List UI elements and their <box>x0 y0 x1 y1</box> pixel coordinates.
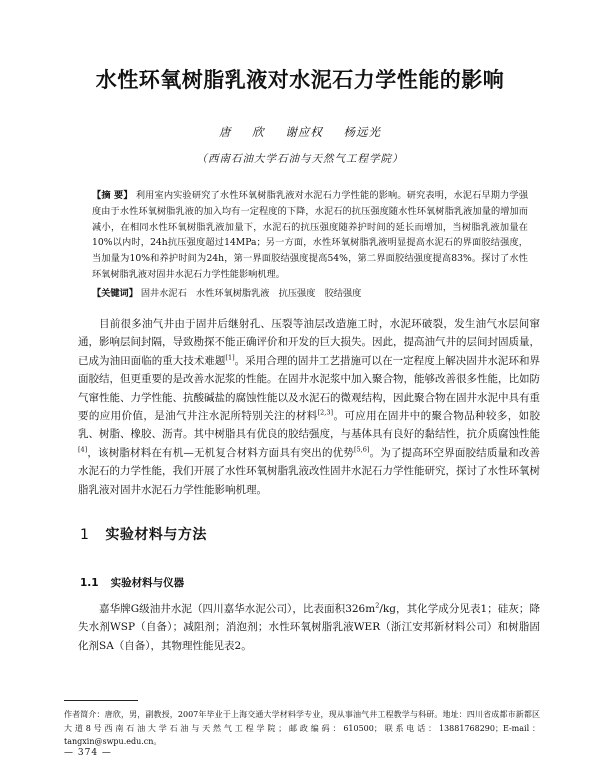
abstract-label: 【摘 要】 <box>92 190 133 201</box>
citation: [2,3] <box>317 408 334 417</box>
subsection-title: 实验材料与仪器 <box>110 577 185 589</box>
citation: [4] <box>78 445 88 454</box>
citation: [5,6] <box>353 445 370 454</box>
keywords-label: 【关键词】 <box>92 288 138 299</box>
page-number: — 374 — <box>64 748 112 758</box>
materials-text-2: /kg，其化学成分见表1；硅灰；降失水剂WSP（自备）；减阻剂；消泡剂；水性环氧树脂乳液WER（浙江安邦新材料公司）和树脂固化剂SA（自备），其物理性能见表2。 <box>78 603 540 652</box>
footnote-divider <box>64 700 138 701</box>
intro-text-5: 。为了提高环空界面胶结质量和改善水泥石的力学性能，我们开展了水性环氧树脂乳液改性固井水泥石力学性能研究，探讨了水性环氧树脂乳液对固井水泥石力学性能影响机理。 <box>78 446 541 496</box>
author-name: 谢应权 <box>285 125 323 139</box>
intro-text-3: 。可应用在固井中的聚合物品种较多，如胶乳、树脂、橡胶、沥青。其中树脂具有优良的胶结强度，与基体具有良好的黏结性，抗介质腐蚀性能 <box>78 410 541 441</box>
author-footnote: 作者简介：唐欣，男，副教授，2007年毕业于上海交通大学材料学专业，现从事油气井工程教学与科研。地址：四川省成都市新都区大道8号西南石油大学石油与天然气工程学院；邮政编码：610500；联系电话：13881768290；E-mail：tangxin@swpu.edu.cn。 <box>64 710 540 746</box>
affiliation: （西南石油大学石油与天然气工程学院） <box>196 153 404 165</box>
materials-text-1: 嘉华牌G级油井水泥（四川嘉华水泥公司），比表面积326m <box>99 603 376 615</box>
author-list <box>0 124 600 140</box>
section-title: 实验材料与方法 <box>105 527 207 543</box>
keywords-text: 固井水泥石 水性环氧树脂乳液 抗压强度 胶结强度 <box>140 288 362 299</box>
superscript: 2 <box>375 601 380 610</box>
section-heading <box>80 524 207 544</box>
abstract-text: 利用室内实验研究了水性环氧树脂乳液对水泥石力学性能的影响。研究表明，水泥石早期力学强度由于水性环氧树脂乳液的加入均有一定程度的下降，水泥石的抗压强度随水性环氧树脂乳液加量的增加而减小，在相同水性环氧树脂乳液加量下，水泥石的抗压强度随养护时间的延长而增加，当树脂乳液加量在10%以内时，24h抗压强度超过14MPa；另一方面，水性环氧树脂乳液明显提高水泥石的界面胶结强度，当加量为10%和养护时间为24h，第一界面胶结强度提高54%，第二界面胶结强度提高83%。探讨了水性环氧树脂乳液对固井水泥石力学性能影响机理。 <box>92 190 529 280</box>
author-name: 唐 欣 <box>219 125 265 139</box>
citation: [1] <box>225 353 235 362</box>
section-number: 1 <box>80 527 90 543</box>
intro-paragraph <box>78 315 540 499</box>
abstract <box>92 188 528 283</box>
intro-text-2: 。采用合理的固井工艺措施可以在一定程度上解决固井水泥环和界面胶结，但更重要的是改善水泥浆的性能。在固井水泥浆中加入聚合物，能够改善很多性能，比如防气窜性能、力学性能、抗酸碱盐的腐蚀性能以及水泥石的微观结构，因此聚合物在固井水泥中具有重要的应用价值，是油气井注水泥所特别关注的材料 <box>78 354 541 423</box>
intro-text-4: ，该树脂材料在有机—无机复合材料方面具有突出的优势 <box>87 446 354 459</box>
materials-paragraph <box>78 600 540 655</box>
author-name: 杨远光 <box>343 125 381 139</box>
subsection-heading <box>80 575 184 590</box>
intro-text-1: 目前很多油气井由于固井后继射孔、压裂等油层改造施工时，水泥环破裂，发生油气水层间窜通，影响层间封隔，导致勘探不能正确评价和开发的巨大损失。因此，提高油气井的层间封固质量，已成为油田面临的重大技术难题 <box>78 318 540 367</box>
paper-title: 水性环氧树脂乳液对水泥石力学性能的影响 <box>95 68 505 92</box>
keywords <box>92 286 528 301</box>
subsection-number: 1.1 <box>80 577 99 589</box>
